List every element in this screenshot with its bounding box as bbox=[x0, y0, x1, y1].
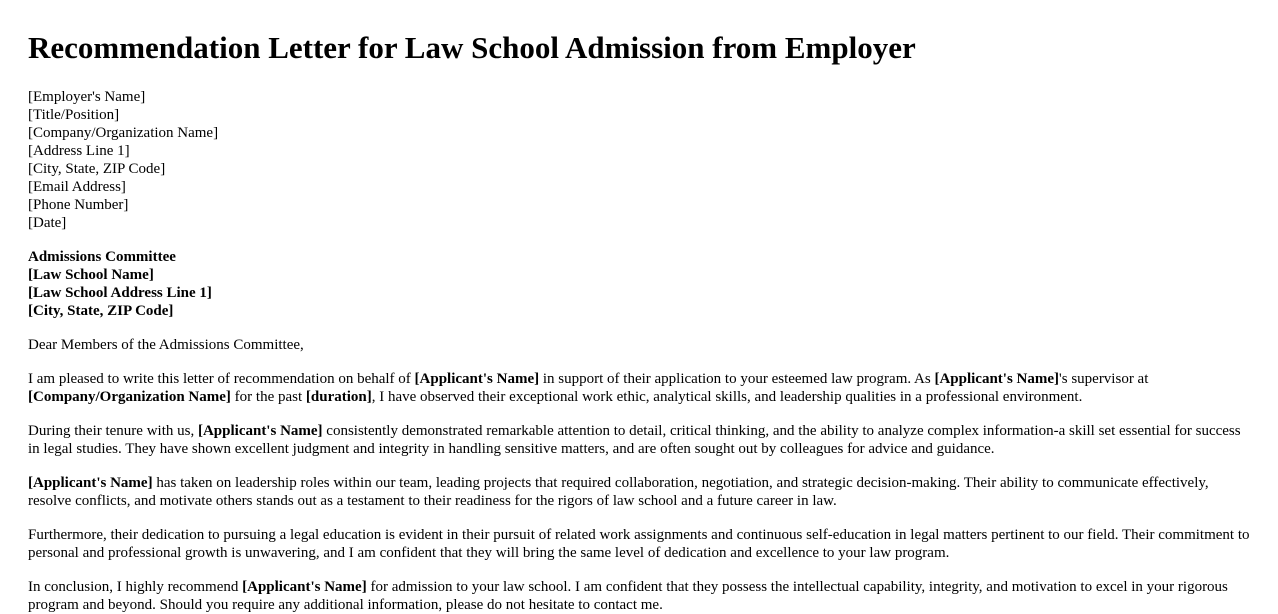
recipient-school-name: [Law School Name] bbox=[28, 267, 154, 283]
paragraph-leadership: [Applicant's Name] has taken on leadership roles within our team, leading projects that required collaboration, negotiation, and strategic decision-making. Their ability to communicate effectively, resolve conflicts, and motivate others stands out as a testament to their readiness for the rigors of law school and a future career in law. bbox=[28, 475, 1209, 509]
applicant-name: [Applicant's Name] bbox=[242, 579, 367, 595]
page-title: Recommendation Letter for Law School Admission from Employer bbox=[28, 30, 916, 65]
applicant-name: [Applicant's Name] bbox=[414, 371, 540, 387]
paragraph-introduction: I am pleased to write this letter of recommendation on behalf of [Applicant's Name] in support of their application to your esteemed law program. As [Applicant's Name]'s supervisor at [Company/Organization Name] for the past [duration], I have observed their exceptional work ethic, analytical skills, and leadership qualities in a professional environment. bbox=[28, 371, 1149, 405]
letter-date: [Date] bbox=[28, 215, 67, 231]
duration: [duration] bbox=[305, 389, 372, 405]
paragraph-tenure: During their tenure with us, [Applicant's Name] consistently demonstrated remarkable attention to detail, critical thinking, and the ability to analyze complex information-a skill set essential for success in legal studies. They have shown excellent judgment and integrity in handling sensitive matters, and are often sought out by colleagues for advice and guidance. bbox=[28, 423, 1241, 457]
recipient-address-line: [Law School Address Line 1] bbox=[28, 285, 212, 301]
company-name: [Company/Organization Name] bbox=[28, 389, 231, 405]
applicant-name: [Applicant's Name] bbox=[934, 371, 1060, 387]
sender-phone: [Phone Number] bbox=[28, 197, 129, 213]
applicant-name: [Applicant's Name] bbox=[28, 475, 153, 491]
sender-name: [Employer's Name] bbox=[28, 89, 146, 105]
recipient-city-state-zip: [City, State, ZIP Code] bbox=[28, 303, 174, 319]
paragraph-dedication: Furthermore, their dedication to pursuing a legal education is evident in their pursuit of related work assignments and continuous self-education in legal matters pertinent to our field. Their commitment to personal and professional growth is unwavering, and I am confident that they will bring the same level of dedication and excellence to your law program. bbox=[28, 527, 1250, 561]
recipient-address-block bbox=[28, 248, 1250, 320]
sender-email: [Email Address] bbox=[28, 179, 126, 195]
applicant-name: [Applicant's Name] bbox=[197, 423, 323, 439]
paragraph-conclusion: In conclusion, I highly recommend [Applicant's Name] for admission to your law school. I am confident that they possess the intellectual capability, integrity, and motivation to excel in your rigorous program and beyond. Should you require any additional information, please do not hesitate to contact me. bbox=[28, 579, 1228, 613]
recipient-committee: Admissions Committee bbox=[28, 249, 176, 265]
sender-city-state-zip: [City, State, ZIP Code] bbox=[28, 161, 166, 177]
sender-address-line: [Address Line 1] bbox=[28, 143, 130, 159]
salutation: Dear Members of the Admissions Committee, bbox=[28, 337, 304, 353]
sender-company: [Company/Organization Name] bbox=[28, 125, 219, 141]
sender-address-block bbox=[28, 88, 1250, 232]
sender-title: [Title/Position] bbox=[28, 107, 120, 123]
